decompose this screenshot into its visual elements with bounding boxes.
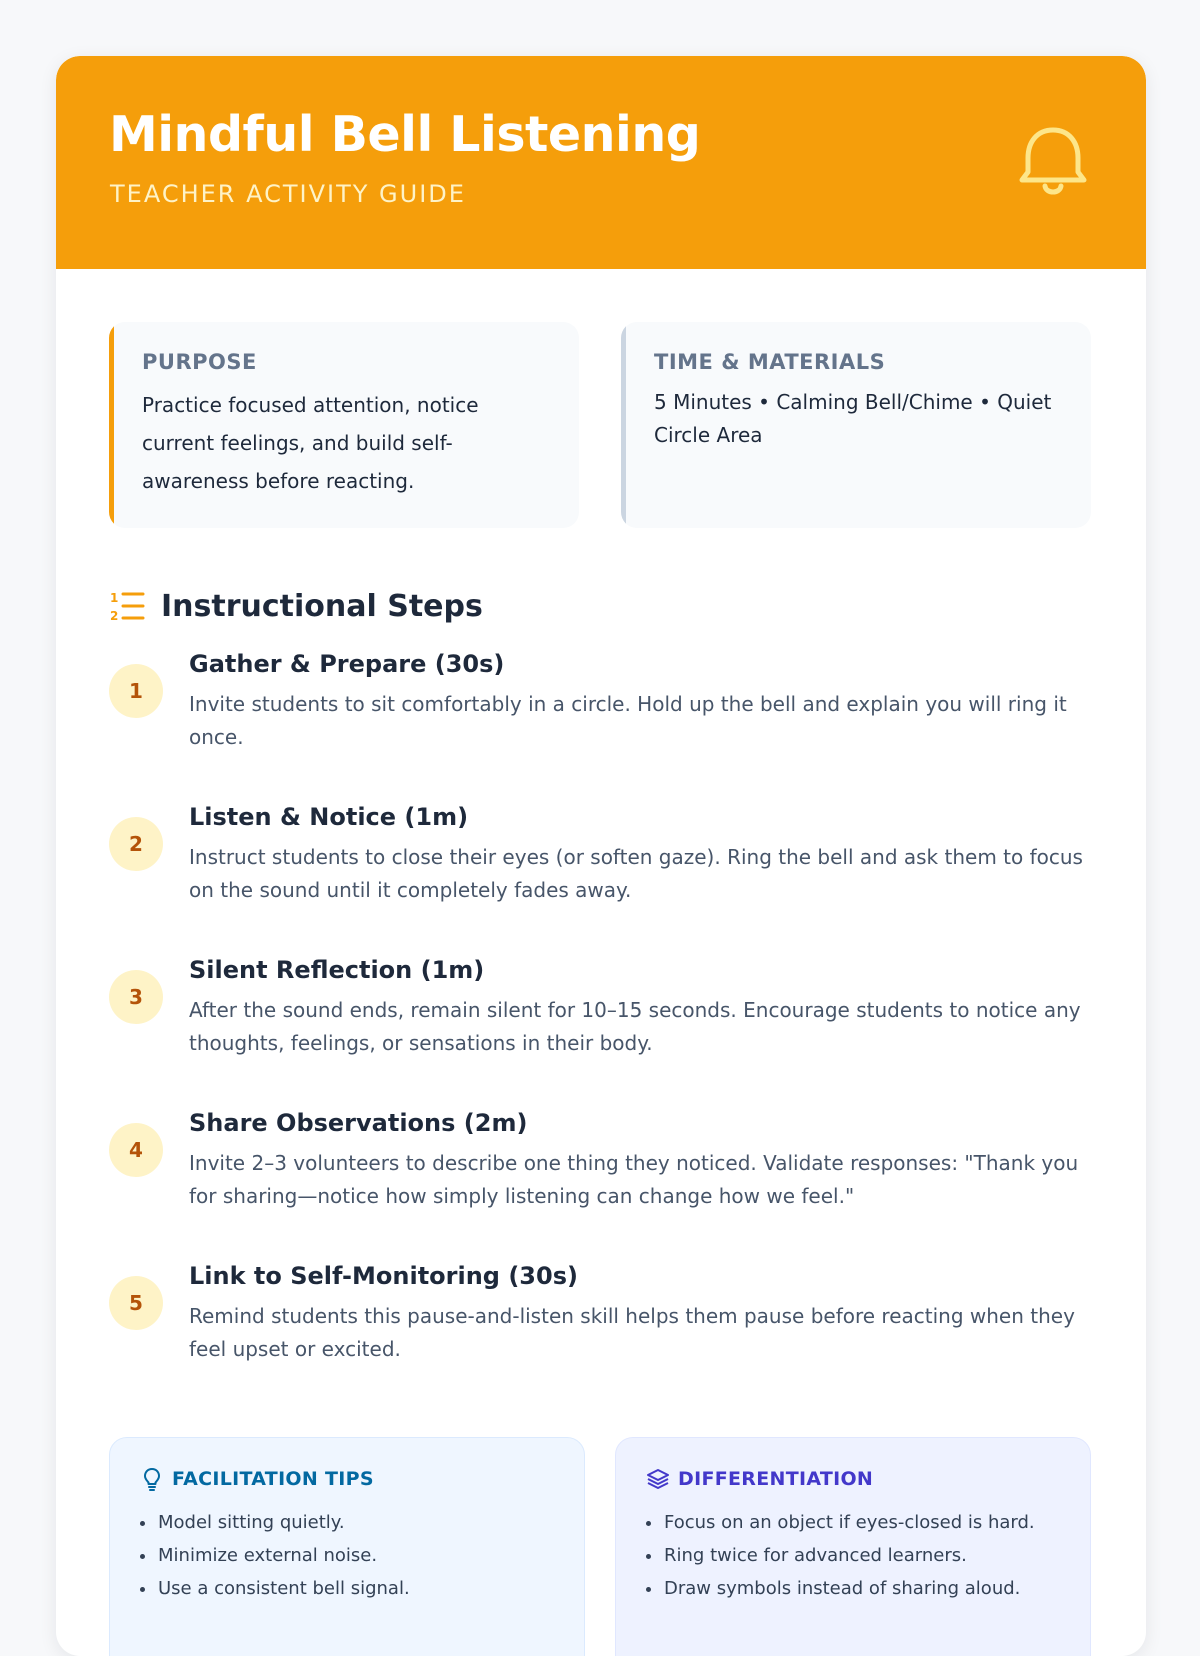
numbered-list-icon bbox=[109, 589, 145, 623]
steps-title: Instructional Steps bbox=[161, 588, 483, 624]
list-item: Model sitting quietly. bbox=[140, 1506, 584, 1539]
time-materials-text: 5 Minutes • Calming Bell/Chime • Quiet Circle Area bbox=[654, 390, 1052, 447]
step-item bbox=[109, 1109, 1099, 1229]
step-description: Invite students to sit comfortably in a circle. Hold up the bell and explain you will ring it once. bbox=[189, 692, 1067, 749]
list-item: Use a consistent bell signal. bbox=[140, 1572, 584, 1605]
svg-text:2: 2 bbox=[110, 609, 119, 623]
purpose-text: Practice focused attention, notice current feelings, and build self-awareness before reacting. bbox=[142, 393, 479, 493]
purpose-label: PURPOSE bbox=[142, 350, 257, 374]
facilitation-tips-box bbox=[109, 1437, 585, 1656]
list-item: Focus on an object if eyes-closed is hard. bbox=[646, 1506, 1090, 1539]
step-title: Gather & Prepare (30s) bbox=[189, 650, 505, 678]
step-item bbox=[109, 956, 1099, 1076]
layers-icon bbox=[646, 1467, 670, 1491]
step-number: 5 bbox=[109, 1276, 163, 1330]
activity-guide-card bbox=[56, 56, 1146, 1656]
facilitation-tips-heading bbox=[140, 1466, 584, 1492]
facilitation-tips-list bbox=[140, 1506, 584, 1605]
svg-text:1: 1 bbox=[110, 591, 119, 605]
step-number: 2 bbox=[109, 817, 163, 871]
page-title: Mindful Bell Listening bbox=[109, 106, 701, 163]
step-description: After the sound ends, remain silent for 10–15 seconds. Encourage students to notice any thoughts, feelings, or sensations in their body. bbox=[189, 998, 1081, 1055]
list-item: Ring twice for advanced learners. bbox=[646, 1539, 1090, 1572]
steps-heading bbox=[109, 586, 483, 626]
time-materials-box bbox=[621, 322, 1091, 528]
step-title: Listen & Notice (1m) bbox=[189, 803, 469, 831]
step-item bbox=[109, 803, 1099, 923]
bell-icon bbox=[1016, 122, 1090, 202]
step-number: 1 bbox=[109, 664, 163, 718]
differentiation-heading bbox=[646, 1466, 1090, 1492]
list-item: Minimize external noise. bbox=[140, 1539, 584, 1572]
list-item: Draw symbols instead of sharing aloud. bbox=[646, 1572, 1090, 1605]
differentiation-list bbox=[646, 1506, 1090, 1605]
facilitation-tips-title: FACILITATION TIPS bbox=[172, 1468, 374, 1490]
page-subtitle: TEACHER ACTIVITY GUIDE bbox=[110, 180, 466, 208]
time-materials-label: TIME & MATERIALS bbox=[654, 350, 886, 374]
step-description: Invite 2–3 volunteers to describe one thing they noticed. Validate responses: "Thank you for sharing—notice how simply listening can change how we feel." bbox=[189, 1151, 1079, 1208]
step-item bbox=[109, 1262, 1099, 1382]
lightbulb-icon bbox=[140, 1467, 164, 1491]
step-title: Share Observations (2m) bbox=[189, 1109, 528, 1137]
step-number: 3 bbox=[109, 970, 163, 1024]
header-banner bbox=[56, 56, 1146, 269]
step-item bbox=[109, 650, 1099, 770]
step-description: Instruct students to close their eyes (or soften gaze). Ring the bell and ask them to focus on the sound until it completely fades away. bbox=[189, 845, 1083, 902]
step-title: Link to Self-Monitoring (30s) bbox=[189, 1262, 578, 1290]
step-number: 4 bbox=[109, 1123, 163, 1177]
step-description: Remind students this pause-and-listen skill helps them pause before reacting when they feel upset or excited. bbox=[189, 1304, 1075, 1361]
differentiation-title: DIFFERENTIATION bbox=[678, 1468, 874, 1490]
step-title: Silent Reflection (1m) bbox=[189, 956, 485, 984]
differentiation-box bbox=[615, 1437, 1091, 1656]
purpose-box bbox=[109, 322, 579, 528]
